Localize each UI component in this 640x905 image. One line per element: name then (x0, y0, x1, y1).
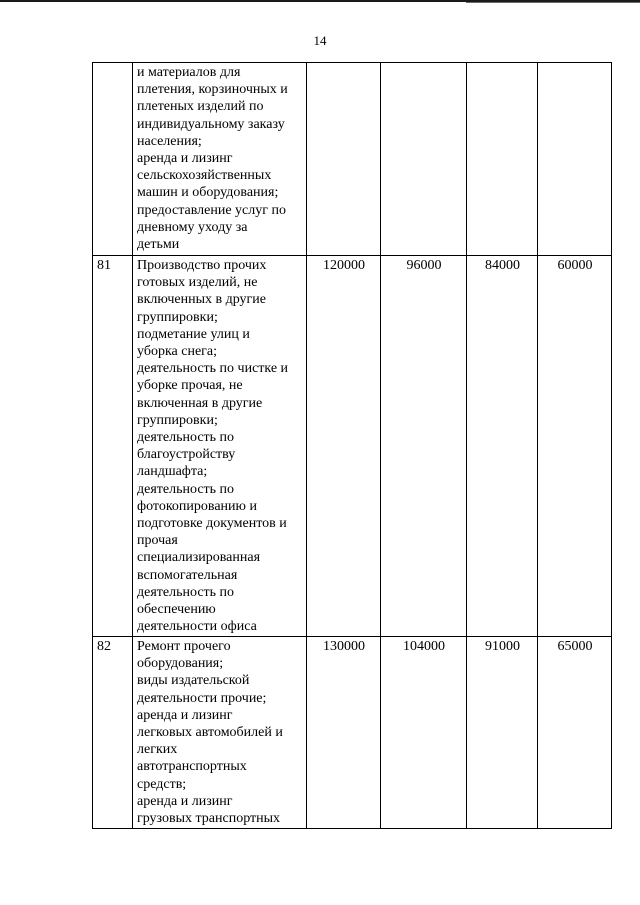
description-line: включенная в другие (137, 395, 263, 411)
description-line: обеспечению (137, 602, 216, 618)
activity-description-cell (133, 63, 307, 256)
description-line: и материалов для (137, 65, 241, 80)
tariff-table (92, 62, 612, 829)
activity-description-cell (133, 637, 307, 829)
page-number: 14 (313, 33, 327, 48)
activity-description-cell (133, 256, 307, 637)
description-line: подметание улиц и (137, 326, 250, 342)
description-line: грузовых транспортных (137, 811, 281, 827)
description-line: включенных в другие (137, 292, 266, 308)
value-cell-3: 91000 (467, 637, 538, 829)
table-row (93, 63, 612, 256)
description-line: специализированная (137, 550, 261, 566)
value-cell-2: 104000 (381, 637, 467, 829)
value-cell-4: 65000 (538, 637, 612, 829)
value-cell-3: 84000 (467, 256, 538, 637)
description-line: деятельность по (137, 584, 235, 600)
description-line: фотокопированию и (137, 498, 257, 514)
description-line: деятельность по чистке и (137, 361, 289, 377)
value-cell-1: 120000 (307, 256, 381, 637)
value-cell-4: 60000 (538, 256, 612, 637)
description-line: деятельность по (137, 481, 235, 497)
description-line: благоустройству (137, 447, 236, 463)
description-line: Ремонт прочего (137, 639, 231, 654)
description-line: деятельность по (137, 430, 235, 446)
row-number-cell (93, 63, 133, 256)
row-number-cell: 82 (93, 637, 133, 829)
description-line: Производство прочих (137, 258, 267, 273)
description-line: плетения, корзиночных и (137, 82, 288, 98)
description-line: прочая (137, 533, 178, 549)
table-row (93, 256, 612, 637)
description-line: готовых изделий, не (137, 275, 258, 291)
description-line: легковых автомобилей и (137, 725, 283, 741)
description-line: виды издательской (137, 673, 250, 689)
description-line: плетеных изделий по (137, 99, 264, 115)
description-line: подготовке документов и (137, 516, 287, 532)
description-line: группировки; (137, 309, 218, 325)
description-line: аренда и лизинг (137, 707, 233, 723)
value-cell-2: 96000 (381, 256, 467, 637)
description-line: аренда и лизинг (137, 151, 233, 167)
description-line: легких (137, 742, 178, 758)
description-line: деятельности офиса (137, 619, 257, 635)
description-line: уборке прочая, не (137, 378, 243, 394)
description-line: оборудования; (137, 656, 224, 672)
description-line: аренда и лизинг (137, 793, 233, 809)
row-number-cell: 81 (93, 256, 133, 637)
description-line: ландшафта; (137, 464, 208, 480)
value-cell-1: 130000 (307, 637, 381, 829)
value-cell-3 (467, 63, 538, 256)
description-line: группировки; (137, 412, 218, 428)
description-line: вспомогательная (137, 567, 238, 583)
description-line: детьми (137, 237, 180, 253)
description-line: машин и оборудования; (137, 185, 279, 201)
scan-top-edge-shadow (466, 2, 640, 3)
description-line: предоставление услуг по (137, 202, 286, 218)
description-line: автотранспортных (137, 759, 247, 775)
value-cell-1 (307, 63, 381, 256)
description-line: населения; (137, 133, 202, 149)
description-line: сельскохозяйственных (137, 168, 272, 184)
value-cell-2 (381, 63, 467, 256)
description-line: уборка снега; (137, 344, 218, 360)
table-row (93, 637, 612, 829)
description-line: деятельности прочие; (137, 690, 267, 706)
description-line: дневному уходу за (137, 219, 248, 235)
description-line: средств; (137, 776, 187, 792)
description-line: индивидуальному заказу (137, 116, 285, 132)
value-cell-4 (538, 63, 612, 256)
